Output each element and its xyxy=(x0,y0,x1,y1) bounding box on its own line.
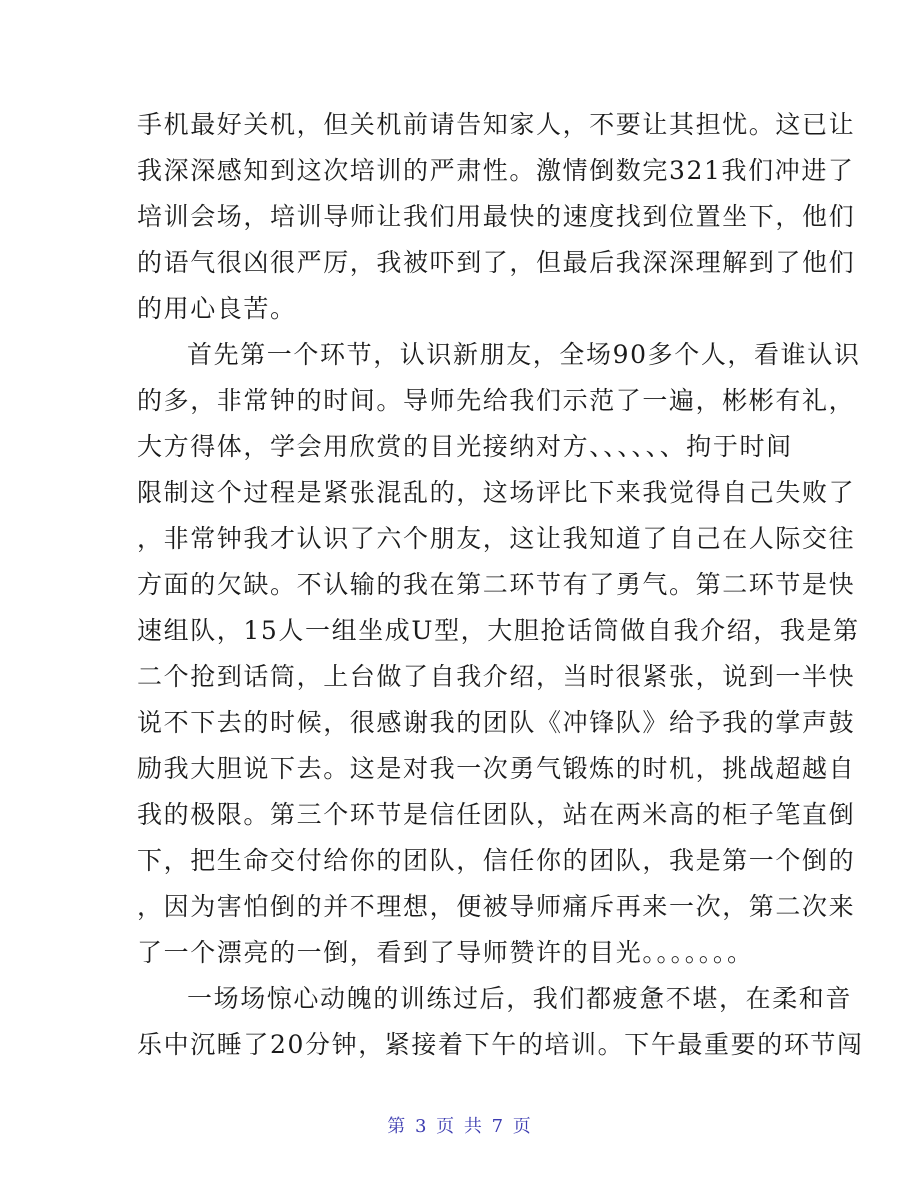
text-line: 乐中沉睡了20分钟，紧接着下午的培训。下午最重要的环节闯 xyxy=(137,1030,864,1059)
text-line: 速组队，15人一组坐成U型，大胆抢话筒做自我介绍，我是第 xyxy=(137,616,860,645)
text-line: 了一个漂亮的一倒，看到了导师赞许的目光。。。。。。。 xyxy=(137,938,754,967)
text-line: 说不下去的时候，很感谢我的团队《冲锋队》给予我的掌声鼓 xyxy=(137,708,856,737)
page-number-footer: 第 3 页 共 7 页 xyxy=(387,1116,533,1137)
text-line: 大方得体，学会用欣赏的目光接纳对方、、、、、、拘于时间 xyxy=(137,432,793,461)
text-line: ，非常钟我才认识了六个朋友，这让我知道了自己在人际交往 xyxy=(137,524,856,553)
text-line: 我的极限。第三个环节是信任团队，站在两米高的柜子笔直倒 xyxy=(137,800,856,829)
body-text xyxy=(137,102,864,1068)
text-line: ，因为害怕倒的并不理想，便被导师痛斥再来一次，第二次来 xyxy=(137,892,856,921)
text-line: 方面的欠缺。不认输的我在第二环节有了勇气。第二环节是快 xyxy=(137,570,856,599)
text-line: 的多，非常钟的时间。导师先给我们示范了一遍，彬彬有礼， xyxy=(137,386,856,415)
paragraph-start-line: 一场场惊心动魄的训练过后，我们都疲惫不堪，在柔和音 xyxy=(187,984,853,1013)
text-line: 下，把生命交付给你的团队，信任你的团队，我是第一个倒的 xyxy=(137,846,856,875)
paragraph-start-line: 首先第一个环节，认识新朋友，全场90多个人，看谁认识 xyxy=(187,340,861,369)
text-line: 手机最好关机，但关机前请告知家人，不要让其担忧。这已让 xyxy=(137,110,856,139)
text-line: 二个抢到话筒，上台做了自我介绍，当时很紧张，说到一半快 xyxy=(137,662,856,691)
text-line: 的语气很凶很严厉，我被吓到了，但最后我深深理解到了他们 xyxy=(137,248,856,277)
text-line: 励我大胆说下去。这是对我一次勇气锻炼的时机，挑战超越自 xyxy=(137,754,856,783)
text-line: 的用心良苦。 xyxy=(137,294,297,323)
text-line: 培训会场，培训导师让我们用最快的速度找到位置坐下，他们 xyxy=(137,202,856,231)
text-line: 限制这个过程是紧张混乱的，这场评比下来我觉得自己失败了 xyxy=(137,478,856,507)
text-line: 我深深感知到这次培训的严肃性。激情倒数完321我们冲进了 xyxy=(137,156,855,185)
